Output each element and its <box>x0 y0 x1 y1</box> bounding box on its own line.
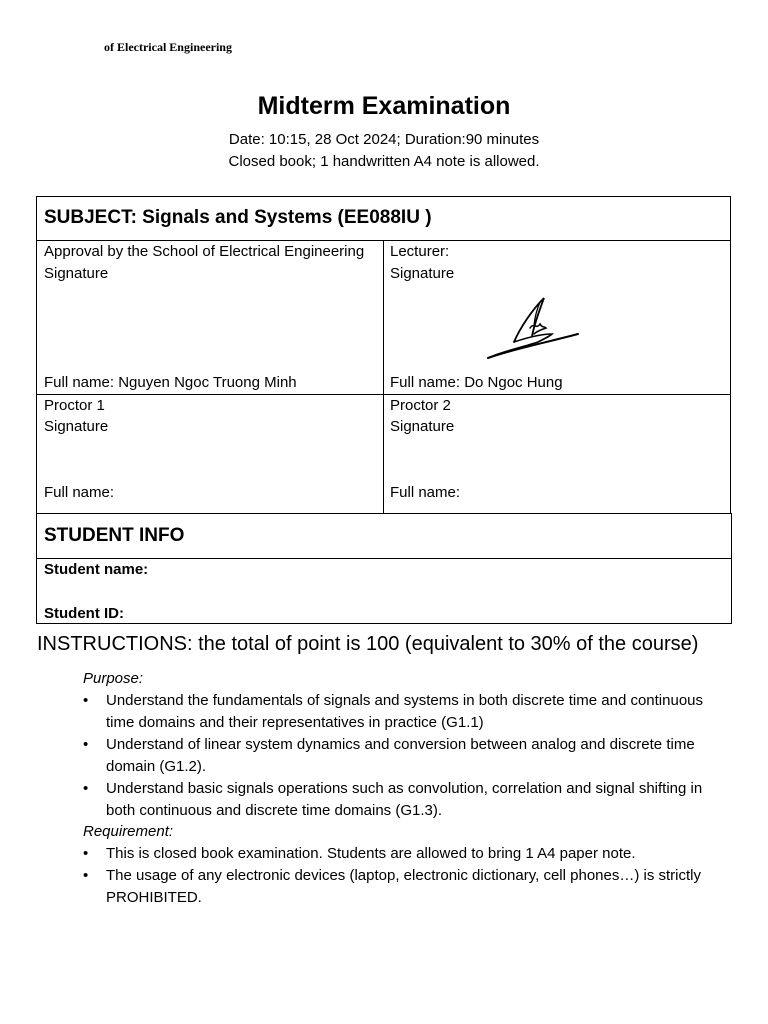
exam-date-line: Date: 10:15, 28 Oct 2024; Duration:90 minutes <box>228 131 540 148</box>
bullet-icon: • <box>83 867 89 884</box>
proctor2-title: Proctor 2 <box>390 397 451 414</box>
school-header: of Electrical Engineering <box>104 40 232 54</box>
requirement-item-2: The usage of any electronic devices (laptop, electronic dictionary, cell phones…) is strictly PROHIBITED. <box>106 867 701 906</box>
approval-full-name: Full name: Nguyen Ngoc Truong Minh <box>44 374 297 391</box>
bullet-icon: • <box>83 845 89 862</box>
bullet-icon: • <box>83 736 89 753</box>
requirement-item-1: This is closed book examination. Students are allowed to bring 1 A4 paper note. <box>106 845 636 862</box>
proctor1-full-name: Full name: <box>44 484 115 501</box>
subject-label: SUBJECT: Signals and Systems (EE088IU ) <box>44 207 432 228</box>
column-divider <box>383 240 384 514</box>
proctor1-signature-label: Signature <box>44 418 109 435</box>
purpose-label: Purpose: <box>83 670 144 687</box>
proctor2-full-name: Full name: <box>390 484 461 501</box>
student-heading-divider <box>36 558 732 559</box>
lecturer-title: Lecturer: <box>390 243 450 260</box>
bullet-icon: • <box>83 692 89 709</box>
approval-signature-label: Signature <box>44 265 109 282</box>
requirement-label: Requirement: <box>83 823 174 840</box>
proctor2-signature-label: Signature <box>390 418 455 435</box>
row-divider <box>36 394 731 395</box>
purpose-item-1: Understand the fundamentals of signals and systems in both discrete time and continuous time domains and their representatives in practice (G1.1) <box>106 692 704 731</box>
purpose-item-3: Understand basic signals operations such as convolution, correlation and signal shifting in both continuous and discrete time domains (G1.3). <box>106 780 703 819</box>
instructions-heading: INSTRUCTIONS: the total of point is 100 (equivalent to 30% of the course) <box>37 633 699 655</box>
student-info-heading: STUDENT INFO <box>44 525 185 546</box>
exam-title: Midterm Examination <box>257 92 511 120</box>
lecturer-full-name: Full name: Do Ngoc Hung <box>390 374 563 391</box>
proctor1-title: Proctor 1 <box>44 397 105 414</box>
lecturer-signature-image <box>480 292 590 364</box>
approval-title: Approval by the School of Electrical Engineering <box>44 243 365 260</box>
student-name-label: Student name: <box>44 561 149 578</box>
student-id-label: Student ID: <box>44 605 124 622</box>
exam-rule-line: Closed book; 1 handwritten A4 note is allowed. <box>228 153 540 170</box>
bullet-icon: • <box>83 780 89 797</box>
lecturer-signature-label: Signature <box>390 265 455 282</box>
purpose-item-2: Understand of linear system dynamics and conversion between analog and discrete time domain (G1.2). <box>106 736 695 775</box>
